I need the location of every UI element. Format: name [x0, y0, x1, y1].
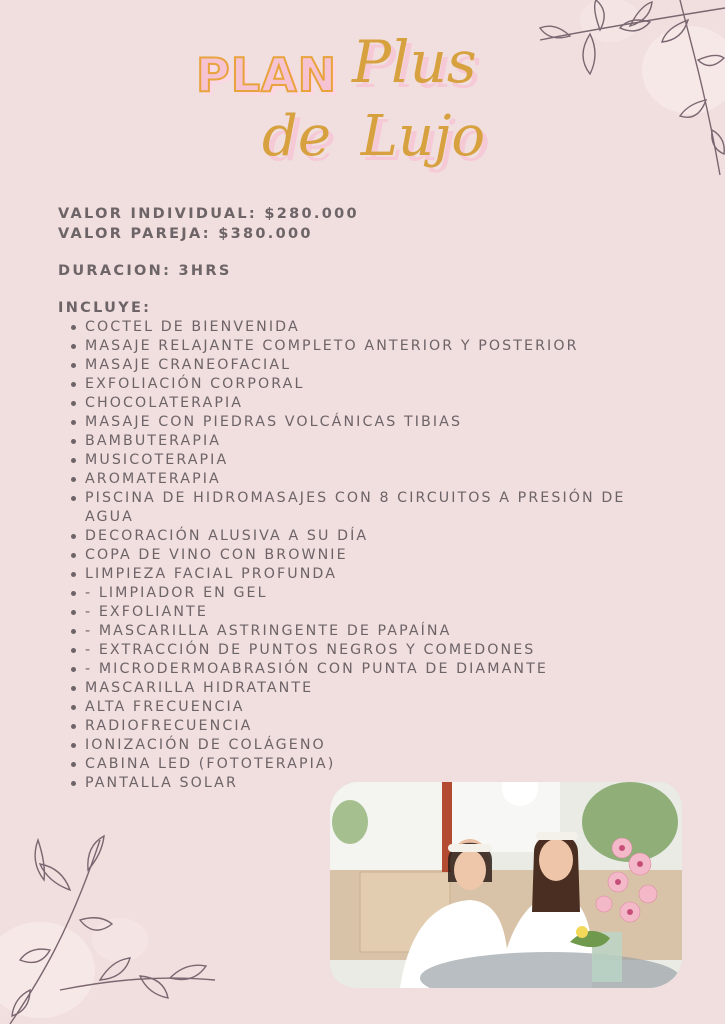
- list-item: - EXFOLIANTE: [70, 603, 680, 622]
- price-pareja: VALOR PAREJA: $380.000: [58, 226, 313, 242]
- list-item: - MICRODERMOABRASIÓN CON PUNTA DE DIAMANTE: [70, 660, 680, 679]
- list-item: PISCINA DE HIDROMASAJES CON 8 CIRCUITOS A PRESIÓN DE AGUA: [70, 489, 680, 527]
- list-item: PANTALLA SOLAR: [70, 774, 680, 793]
- list-item: CHOCOLATERAPIA: [70, 394, 680, 413]
- price-individual: VALOR INDIVIDUAL: $280.000: [58, 206, 359, 222]
- list-item: - LIMPIADOR EN GEL: [70, 584, 680, 603]
- list-item: IONIZACIÓN DE COLÁGENO: [70, 736, 680, 755]
- includes-list: [70, 318, 680, 793]
- list-item: MASAJE RELAJANTE COMPLETO ANTERIOR Y POSTERIOR: [70, 337, 680, 356]
- list-item: CABINA LED (FOTOTERAPIA): [70, 755, 680, 774]
- title-plan: PLAN: [196, 48, 338, 102]
- list-item: - EXTRACCIÓN DE PUNTOS NEGROS Y COMEDONES: [70, 641, 680, 660]
- list-item: - MASCARILLA ASTRINGENTE DE PAPAÍNA: [70, 622, 680, 641]
- list-item: RADIOFRECUENCIA: [70, 717, 680, 736]
- list-item: ALTA FRECUENCIA: [70, 698, 680, 717]
- title-plus: Plus: [352, 28, 477, 96]
- list-item: BAMBUTERAPIA: [70, 432, 680, 451]
- includes-heading: INCLUYE:: [58, 300, 152, 316]
- spa-photo: [330, 782, 682, 988]
- list-item: MASAJE CRANEOFACIAL: [70, 356, 680, 375]
- list-item: COCTEL DE BIENVENIDA: [70, 318, 680, 337]
- list-item: COPA DE VINO CON BROWNIE: [70, 546, 680, 565]
- list-item: MASAJE CON PIEDRAS VOLCÁNICAS TIBIAS: [70, 413, 680, 432]
- duration: DURACION: 3HRS: [58, 263, 232, 279]
- list-item: EXFOLIACIÓN CORPORAL: [70, 375, 680, 394]
- list-item: MASCARILLA HIDRATANTE: [70, 679, 680, 698]
- leaf-branch-top-right-icon: [530, 0, 725, 180]
- list-item: MUSICOTERAPIA: [70, 451, 680, 470]
- spa-photo-icon: [330, 782, 682, 988]
- list-item: LIMPIEZA FACIAL PROFUNDA: [70, 565, 680, 584]
- list-item: AROMATERAPIA: [70, 470, 680, 489]
- leaf-branch-bottom-left-icon: [0, 830, 220, 1024]
- list-item: DECORACIÓN ALUSIVA A SU DÍA: [70, 527, 680, 546]
- title-de-lujo: de Lujo: [262, 104, 486, 169]
